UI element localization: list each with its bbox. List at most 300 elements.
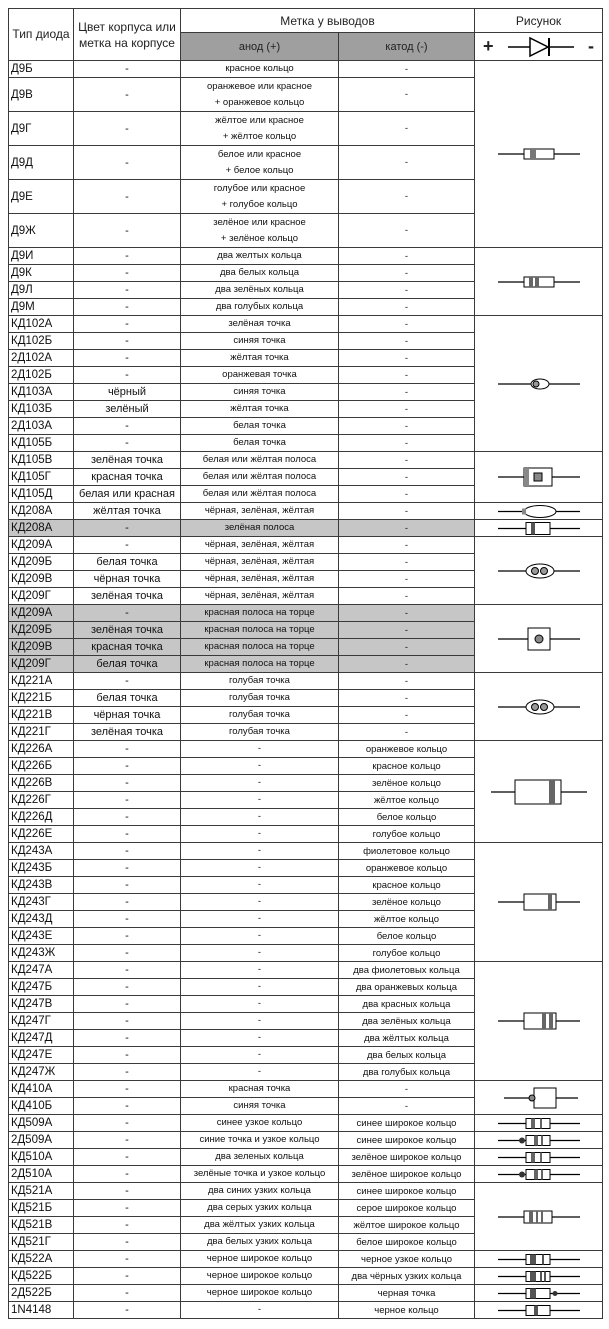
anode-mark-line: два серых узких кольца — [207, 1202, 312, 1213]
anode-mark-line: оранжевая точка — [222, 369, 297, 380]
diode-type: Д9Г — [9, 112, 74, 146]
body-mark: жёлтая точка — [74, 503, 181, 520]
anode-mark — [181, 1183, 339, 1200]
body-mark: - — [74, 299, 181, 316]
anode-mark-line: черное широкое кольцо — [206, 1270, 313, 1281]
anode-mark — [181, 1285, 339, 1302]
diode-type: Д9Е — [9, 180, 74, 214]
anode-mark-line: + белое кольцо — [225, 164, 294, 176]
anode-mark — [181, 656, 339, 673]
anode-mark-line: чёрная, зелёная, жёлтая — [204, 539, 315, 550]
anode-mark-line: жёлтое или красное — [215, 114, 304, 126]
body-mark: - — [74, 979, 181, 996]
diode-type: Д9В — [9, 78, 74, 112]
anode-mark — [181, 61, 339, 78]
cathode-mark: два фиолетовых кольца — [339, 962, 475, 979]
small-glass-diode-icon — [475, 134, 602, 174]
body-mark: - — [74, 1302, 181, 1319]
anode-mark-line: зелёное или красное — [213, 216, 306, 228]
anode-mark-line: красная точка — [228, 1083, 291, 1094]
anode-mark — [181, 945, 339, 962]
anode-mark-line: два белых узких кольца — [207, 1236, 312, 1247]
anode-mark — [181, 1166, 339, 1183]
anode-mark — [181, 299, 339, 316]
cathode-mark: - — [339, 61, 475, 78]
anode-mark-line: белое или красное — [217, 148, 302, 160]
anode-mark-line: + зелёное кольцо — [220, 232, 299, 244]
body-mark: - — [74, 1013, 181, 1030]
cathode-mark: - — [339, 520, 475, 537]
anode-mark — [181, 1013, 339, 1030]
anode-mark-line: черное широкое кольцо — [206, 1287, 313, 1298]
oval-two-dot-diode-icon — [475, 687, 602, 727]
anode-mark — [181, 265, 339, 282]
cathode-mark: синее широкое кольцо — [339, 1132, 475, 1149]
body-mark: - — [74, 673, 181, 690]
anode-mark — [181, 1302, 339, 1319]
anode-mark — [181, 1115, 339, 1132]
table-row — [9, 537, 603, 554]
anode-mark — [181, 826, 339, 843]
diode-type: КД208А — [9, 503, 74, 520]
anode-mark — [181, 1200, 339, 1217]
diode-type: КД521А — [9, 1183, 74, 1200]
anode-mark-line: оранжевое или красное — [207, 80, 312, 92]
anode-mark-line: черное широкое кольцо — [206, 1253, 313, 1264]
anode-mark-line: жёлтая точка — [230, 403, 289, 414]
anode-mark-line: чёрная, зелёная, жёлтая — [204, 556, 315, 567]
body-mark: - — [74, 1064, 181, 1081]
table-row — [9, 605, 603, 622]
oval-body-diode-icon — [475, 504, 602, 519]
anode-mark — [181, 520, 339, 537]
body-mark: - — [74, 792, 181, 809]
body-mark: чёрная точка — [74, 571, 181, 588]
body-mark: зелёная точка — [74, 622, 181, 639]
table-row — [9, 1149, 603, 1166]
diode-picture — [475, 1285, 603, 1302]
cathode-mark: - — [339, 656, 475, 673]
cathode-mark: - — [339, 537, 475, 554]
anode-mark — [181, 452, 339, 469]
anode-mark-line: красная полоса на торце — [204, 607, 315, 618]
diode-type: КД410А — [9, 1081, 74, 1098]
cathode-mark: - — [339, 333, 475, 350]
anode-mark — [181, 112, 339, 146]
anode-mark-line: чёрная, зелёная, жёлтая — [204, 505, 315, 516]
body-mark: - — [74, 282, 181, 299]
anode-mark — [181, 367, 339, 384]
diode-type: Д9Д — [9, 146, 74, 180]
diode-type: 2Д103А — [9, 418, 74, 435]
body-mark: - — [74, 1132, 181, 1149]
anode-mark — [181, 248, 339, 265]
anode-mark — [181, 1081, 339, 1098]
anode-mark-line: - — [257, 760, 262, 771]
anode-mark-line: голубое или красное — [213, 182, 306, 194]
anode-mark-line: зелёная полоса — [224, 522, 295, 533]
cathode-mark: - — [339, 639, 475, 656]
anode-mark — [181, 1064, 339, 1081]
diode-type: КД209А — [9, 605, 74, 622]
anode-mark-line: - — [257, 743, 262, 754]
anode-mark-line: - — [257, 811, 262, 822]
diode-picture — [475, 1081, 603, 1115]
body-mark: - — [74, 860, 181, 877]
glass-single-band-diode-icon — [475, 1303, 602, 1318]
anode-mark-line: два жёлтых узких кольца — [204, 1219, 315, 1230]
diode-type: КД209Г — [9, 588, 74, 605]
anode-mark-line: - — [257, 930, 262, 941]
diode-picture — [475, 1132, 603, 1149]
diode-type: КД243Б — [9, 860, 74, 877]
glass-double-narrow-diode-icon — [475, 1269, 602, 1284]
table-row — [9, 248, 603, 265]
anode-mark-line: белая или жёлтая полоса — [202, 488, 317, 499]
miniature-bead-diode-icon — [475, 364, 602, 404]
body-mark: красная точка — [74, 639, 181, 656]
anode-mark — [181, 911, 339, 928]
cathode-mark: - — [339, 180, 475, 214]
diode-type: КД410Б — [9, 1098, 74, 1115]
anode-mark-line: синяя точка — [233, 335, 286, 346]
anode-mark-line: - — [257, 1066, 262, 1077]
diode-type: КД243В — [9, 877, 74, 894]
table-row — [9, 1183, 603, 1200]
anode-mark — [181, 180, 339, 214]
body-mark: - — [74, 367, 181, 384]
body-mark: белая или красная — [74, 486, 181, 503]
body-mark: - — [74, 894, 181, 911]
table-row — [9, 520, 603, 537]
anode-mark-line: - — [257, 862, 262, 873]
diode-type: КД209Б — [9, 554, 74, 571]
table-row — [9, 843, 603, 860]
diode-picture — [475, 605, 603, 673]
square-body-diode-icon — [475, 457, 602, 497]
anode-mark — [181, 282, 339, 299]
cathode-mark: - — [339, 435, 475, 452]
diode-picture — [475, 673, 603, 741]
anode-mark-line: синее узкое кольцо — [216, 1117, 303, 1128]
cathode-mark: - — [339, 554, 475, 571]
cathode-mark: оранжевое кольцо — [339, 860, 475, 877]
diode-type: КД521Б — [9, 1200, 74, 1217]
diode-type: КД221Г — [9, 724, 74, 741]
anode-mark-line: два голубых кольца — [215, 301, 304, 312]
table-row — [9, 741, 603, 758]
header-anode: анод (+) — [181, 33, 339, 61]
cathode-mark: - — [339, 78, 475, 112]
anode-mark-line: - — [257, 1032, 262, 1043]
table-row — [9, 962, 603, 979]
diode-type: КД105Б — [9, 435, 74, 452]
anode-mark-line: - — [257, 913, 262, 924]
cathode-mark: зелёное кольцо — [339, 775, 475, 792]
cathode-mark: - — [339, 503, 475, 520]
cathode-mark: оранжевое кольцо — [339, 741, 475, 758]
anode-mark — [181, 962, 339, 979]
anode-mark — [181, 537, 339, 554]
anode-mark — [181, 639, 339, 656]
anode-mark — [181, 435, 339, 452]
cathode-mark: два чёрных узких кольца — [339, 1268, 475, 1285]
cathode-mark: красное кольцо — [339, 758, 475, 775]
body-mark: белая точка — [74, 656, 181, 673]
body-mark: - — [74, 1149, 181, 1166]
cathode-mark: два оранжевых кольца — [339, 979, 475, 996]
body-mark: - — [74, 1098, 181, 1115]
diode-type: КД226Е — [9, 826, 74, 843]
diode-type: КД226Д — [9, 809, 74, 826]
anode-mark-line: чёрная, зелёная, жёлтая — [204, 573, 315, 584]
anode-mark-line: - — [257, 981, 262, 992]
square-dot-diode-icon — [475, 619, 602, 659]
cathode-mark: - — [339, 384, 475, 401]
diode-type: 2Д102А — [9, 350, 74, 367]
anode-mark-line: белая или жёлтая полоса — [202, 454, 317, 465]
cathode-mark: жёлтое кольцо — [339, 792, 475, 809]
anode-mark — [181, 622, 339, 639]
anode-mark-line: чёрная, зелёная, жёлтая — [204, 590, 315, 601]
diode-picture — [475, 741, 603, 843]
body-mark: - — [74, 435, 181, 452]
table-row — [9, 1251, 603, 1268]
body-mark: - — [74, 146, 181, 180]
body-mark: - — [74, 1251, 181, 1268]
cathode-mark: жёлтое широкое кольцо — [339, 1217, 475, 1234]
body-mark: - — [74, 1047, 181, 1064]
diode-type: КД521В — [9, 1217, 74, 1234]
diode-type: КД209В — [9, 639, 74, 656]
anode-mark-line: два синих узких кольца — [208, 1185, 311, 1196]
diode-type: Д9И — [9, 248, 74, 265]
cathode-mark: - — [339, 367, 475, 384]
body-mark: - — [74, 758, 181, 775]
body-mark: - — [74, 826, 181, 843]
table-row — [9, 1081, 603, 1098]
diode-type: Д9Б — [9, 61, 74, 78]
table-row — [9, 1132, 603, 1149]
diode-type: КД103Б — [9, 401, 74, 418]
anode-mark — [181, 690, 339, 707]
body-mark: - — [74, 928, 181, 945]
cathode-mark: - — [339, 605, 475, 622]
anode-mark-line: - — [257, 845, 262, 856]
diode-type: КД209Г — [9, 656, 74, 673]
cathode-mark: два жёлтых кольца — [339, 1030, 475, 1047]
anode-mark-line: - — [257, 794, 262, 805]
diode-type: КД209Б — [9, 622, 74, 639]
body-mark: чёрная точка — [74, 707, 181, 724]
cathode-mark: - — [339, 469, 475, 486]
anode-mark-line: красное кольцо — [225, 63, 294, 74]
body-mark: - — [74, 1285, 181, 1302]
anode-mark-line: голубая точка — [229, 726, 290, 737]
body-mark: - — [74, 350, 181, 367]
anode-mark — [181, 418, 339, 435]
anode-mark-line: красная полоса на торце — [204, 658, 315, 669]
diode-picture — [475, 316, 603, 452]
cathode-mark: - — [339, 418, 475, 435]
body-mark: - — [74, 418, 181, 435]
cathode-mark: - — [339, 673, 475, 690]
diode-type: Д9Ж — [9, 214, 74, 248]
anode-mark-line: белая или жёлтая полоса — [202, 471, 317, 482]
cathode-mark: зелёное широкое кольцо — [339, 1166, 475, 1183]
anode-mark-line: - — [257, 1049, 262, 1060]
anode-mark — [181, 707, 339, 724]
anode-mark-line: - — [257, 947, 262, 958]
cathode-mark: - — [339, 1081, 475, 1098]
diode-type: КД522А — [9, 1251, 74, 1268]
cathode-mark: - — [339, 401, 475, 418]
diode-type: КД247Д — [9, 1030, 74, 1047]
oval-two-dot-diode-icon — [475, 551, 602, 591]
medium-power-diode-icon — [475, 882, 602, 922]
anode-mark-line: жёлтая точка — [230, 352, 289, 363]
body-mark: - — [74, 1183, 181, 1200]
glass-triple-ring-diode-icon — [475, 1197, 602, 1237]
body-mark: - — [74, 537, 181, 554]
diode-picture — [475, 61, 603, 248]
diode-type: 2Д509А — [9, 1132, 74, 1149]
cathode-mark: белое кольцо — [339, 809, 475, 826]
anode-mark — [181, 571, 339, 588]
cathode-mark: два белых кольца — [339, 1047, 475, 1064]
table-row — [9, 316, 603, 333]
glass-dot-ring-diode-icon — [475, 1133, 602, 1148]
anode-mark-line: красная полоса на торце — [204, 641, 315, 652]
cathode-mark: - — [339, 452, 475, 469]
cathode-mark: два красных кольца — [339, 996, 475, 1013]
diode-type: КД247Е — [9, 1047, 74, 1064]
body-mark: - — [74, 1268, 181, 1285]
diode-type: КД247Б — [9, 979, 74, 996]
cathode-mark: - — [339, 299, 475, 316]
anode-mark — [181, 503, 339, 520]
header-cathode: катод (-) — [339, 33, 475, 61]
diode-type: КД521Г — [9, 1234, 74, 1251]
cathode-mark: - — [339, 690, 475, 707]
banded-cylinder-diode-icon — [475, 521, 602, 536]
body-mark: - — [74, 605, 181, 622]
body-mark: - — [74, 78, 181, 112]
table-row — [9, 1115, 603, 1132]
diode-type: КД209В — [9, 571, 74, 588]
anode-mark-line: синяя точка — [233, 1100, 286, 1111]
anode-mark — [181, 384, 339, 401]
double-ring-power-diode-icon — [475, 1001, 602, 1041]
body-mark: - — [74, 962, 181, 979]
diode-picture — [475, 452, 603, 503]
glass-dot-wide-ring-diode-icon — [475, 1286, 602, 1301]
anode-mark — [181, 775, 339, 792]
diode-picture — [475, 843, 603, 962]
body-mark: - — [74, 996, 181, 1013]
anode-mark — [181, 996, 339, 1013]
anode-mark — [181, 758, 339, 775]
diode-type: 2Д102Б — [9, 367, 74, 384]
cathode-mark: жёлтое кольцо — [339, 911, 475, 928]
anode-mark — [181, 1030, 339, 1047]
table-row — [9, 61, 603, 78]
header-type-label: Тип диода — [12, 27, 70, 41]
anode-mark — [181, 486, 339, 503]
anode-mark-line: два зеленых кольца — [215, 1151, 304, 1162]
anode-mark — [181, 333, 339, 350]
cathode-mark: - — [339, 350, 475, 367]
body-mark: - — [74, 265, 181, 282]
body-mark: - — [74, 911, 181, 928]
anode-mark-line: - — [257, 1015, 262, 1026]
table-row — [9, 673, 603, 690]
anode-mark — [181, 146, 339, 180]
header-type — [9, 9, 74, 61]
body-mark: - — [74, 214, 181, 248]
cathode-mark: - — [339, 112, 475, 146]
cathode-mark: черное кольцо — [339, 1302, 475, 1319]
body-mark: - — [74, 1234, 181, 1251]
diode-type: КД102Б — [9, 333, 74, 350]
header-body-label: Цвет корпуса или метка на корпусе — [78, 19, 176, 50]
anode-mark — [181, 1149, 339, 1166]
anode-mark — [181, 928, 339, 945]
cathode-mark: голубое кольцо — [339, 826, 475, 843]
body-mark: чёрный — [74, 384, 181, 401]
diode-type: КД243Ж — [9, 945, 74, 962]
anode-mark — [181, 860, 339, 877]
diode-type: КД221А — [9, 673, 74, 690]
body-mark: зелёная точка — [74, 452, 181, 469]
diode-type: КД221В — [9, 707, 74, 724]
diode-type: КД247Ж — [9, 1064, 74, 1081]
diode-type: 1N4148 — [9, 1302, 74, 1319]
cathode-mark: - — [339, 146, 475, 180]
diode-picture — [475, 1268, 603, 1285]
body-mark: - — [74, 877, 181, 894]
table-row — [9, 1285, 603, 1302]
diode-type: Д9К — [9, 265, 74, 282]
body-mark: белая точка — [74, 554, 181, 571]
anode-mark — [181, 588, 339, 605]
diode-picture — [475, 1166, 603, 1183]
diode-type: 2Д510А — [9, 1166, 74, 1183]
cathode-mark: два голубых кольца — [339, 1064, 475, 1081]
diode-type: КД226А — [9, 741, 74, 758]
anode-mark-line: белая точка — [233, 437, 286, 448]
anode-mark — [181, 1251, 339, 1268]
cathode-mark: два зелёных кольца — [339, 1013, 475, 1030]
cathode-mark: - — [339, 571, 475, 588]
anode-mark — [181, 673, 339, 690]
cathode-mark: - — [339, 282, 475, 299]
anode-mark — [181, 605, 339, 622]
diode-type: КД102А — [9, 316, 74, 333]
body-mark: - — [74, 945, 181, 962]
anode-mark — [181, 350, 339, 367]
diode-picture — [475, 1115, 603, 1132]
body-mark: - — [74, 1217, 181, 1234]
diode-type: КД105Д — [9, 486, 74, 503]
cathode-mark: - — [339, 622, 475, 639]
anode-mark-line: два белых кольца — [219, 267, 300, 278]
table-row — [9, 1302, 603, 1319]
cathode-mark: - — [339, 588, 475, 605]
diode-type: КД509А — [9, 1115, 74, 1132]
header-diode-symbol — [475, 33, 603, 61]
anode-mark — [181, 979, 339, 996]
